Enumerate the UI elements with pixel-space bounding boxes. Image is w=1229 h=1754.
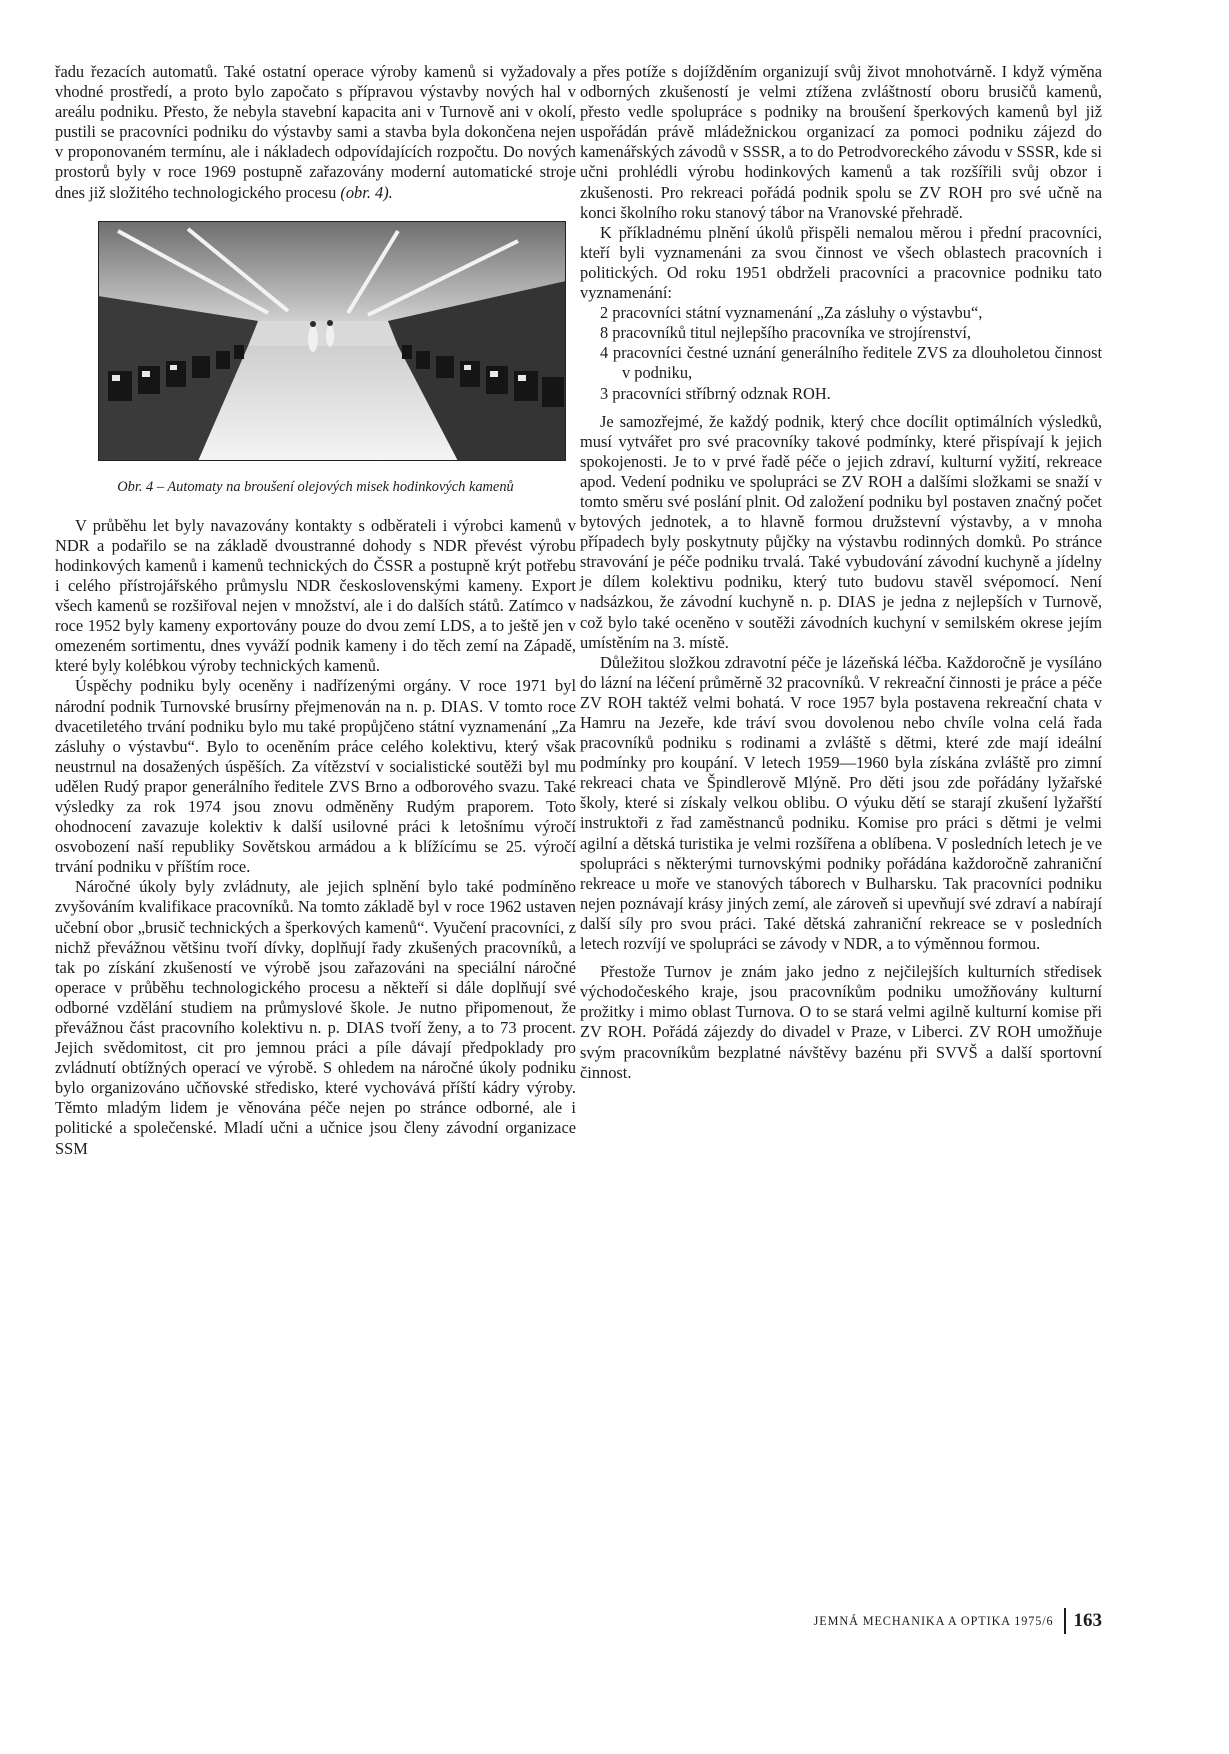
paragraph: Náročné úkoly byly zvládnuty, ale jejich splnění bylo také podmíněno zvyšováním kvalifikace pracovníků. Na tomto základě byl v roce 1962 ustaven učební obor „brusič technických a šperkových kamenů“. Vyučení pracovníci, z nichž převážnou většinu tvoří dívky, doplňují řady zkušených pracovníků, a tak po získání zkušeností ve výrobě jsou zařazováni na speciální náročné operace v průběhu technologického procesu a někteří si dále doplňují své odborné vzdělání studiem na průmyslové škole. Je nutno připomenout, že převážnou část pracovního kolektivu n. p. DIAS tvoří ženy, a to 73 procent. Jejich svědomitost, cit pro jemnou práci a píle dávají předpoklady pro zvládnutí obtížných operací ve výrobě. S ohledem na náročné úkoly podniku bylo organizováno učňovské středisko, které vychovává příští kádry výroby. Těmto mladým lidem je věnována péče nejen po stránce odborné, ale i politické a společenské. Mladí učni a učnice jsou členy závodní organizace SSM xyxy=(55,877,576,1158)
paragraph: řadu řezacích automatů. Také ostatní operace výroby kamenů si vyžadovaly vhodné prostředí, a proto bylo započato s přípravou výstavby nových hal v areálu podniku. Přesto, že nebyla stavební kapacita ani v Turnově ani v okolí, pustili se pracovníci podniku do výstavby sami a stavba byla dokončena nejen v proponovaném termínu, ale i nákladech odpovídajících rozpočtu. Do nových prostorů byly v roce 1969 postupně zařazovány moderní automatické stroje dnes již složitého technologického procesu (obr. 4). xyxy=(55,62,576,202)
paragraph: Je samozřejmé, že každý podnik, který chce docílit optimálních výsledků, musí vytvářet pro své pracovníky takové podmínky, které přispívají k jejich spokojenosti. Je to v prvé řadě péče o jejich zdraví, kulturní vyžití, rekreace apod. Vedení podniku ve spolupráci se ZV ROH a dalšími složkami se snaží v tomto směru své poslání plnit. Od založení podniku byl postaven značný počet bytových jednotek, a to hlavně formou družstevní výstavby, a v mnoha případech byly poskytnuty půjčky na výstavbu rodinných domků. Po stránce stravování je péče podniku trvalá. Také vybudování závodní kuchyně a jídelny je dílem kolektivu podniku, který tuto budovu stavěl svépomocí. Není nadsázkou, že závodní kuchyně n. p. DIAS je jedna z nejlepších v Turnově, což bylo také oceněno v soutěži závodních kuchyní v semilském okrese jejím umístěním na 3. místě. xyxy=(580,411,1102,652)
award-item: 4 pracovníci čestné uznání generálního ředitele ZVS za dlouholetou činnost v podniku, xyxy=(600,343,1102,383)
page-footer xyxy=(770,1608,1102,1634)
paragraph: K příkladnému plnění úkolů přispěli nemalou měrou i přední pracovníci, kteří byli vyznamenáni za svou činnost ve všech oblastech pracovních i politických. Od roku 1951 obdrželi pracovníci a pracovnice podniku tato vyznamenání: xyxy=(580,222,1102,303)
paragraph: V průběhu let byly navazovány kontakty s odběrateli i výrobci kamenů v NDR a podařilo se na základě dvoustranné dohody s NDR převést výrobu hodinkových kamenů i kamenů technických do ČSSR a postupně krýt potřebu i celého přístrojářského průmyslu NDR československými kameny. Export všech kamenů se rozšiřoval nejen v množství, ale i do dalších států. Zatímco v roce 1952 byly kameny exportovány pouze do dvou zemí LDS, a to ještě jen v omezeném sortimentu, dnes vyváží podnik kameny i do těch zemí na Západě, které byly kolébkou výroby technických kamenů. xyxy=(55,515,576,676)
journal-name: JEMNÁ MECHANIKA A OPTIKA 1975/6 xyxy=(813,1613,1054,1628)
award-list xyxy=(580,303,1102,403)
figure-reference: (obr. 4). xyxy=(340,182,393,202)
right-column xyxy=(580,62,1102,1083)
factory-hall-photo xyxy=(98,221,566,461)
paragraph: Přestože Turnov je znám jako jedno z nejčilejších kulturních středisek východočeského kraje, jsou pracovníkům podniku umožňovány kulturní prožitky i mimo oblast Turnova. O to se stará velmi agilně kulturní komise při ZV ROH. Pořádá zájezdy do divadel v Praze, v Liberci. ZV ROH umožňuje svým pracovníkům bezplatné návštěvy bazénu při SVVŠ a další sportovní činnost. xyxy=(580,962,1102,1082)
paragraph: Důležitou složkou zdravotní péče je lázeňská léčba. Každoročně je vysíláno do lázní na léčení průměrně 32 pracovníků. V rekreační činnosti je práce a péče ZV ROH taktéž velmi bohatá. V roce 1957 byla postavena rekreační chata v Hamru na Jezeře, kde tráví svou dovolenou nebo chvíle volna celá řada pracovníků podniku s rodinami a zvláště s dětmi, které zde mají ideální podmínky pro koupání. V letech 1959—1960 byla získána zvláště pro zimní rekreaci chata ve Špindlerově Mlýně. Pro děti jsou zde pořádány lyžařské školy, které si získaly velkou oblibu. O výuku dětí se starají zkušení lyžařští instruktoři z řad zaměstnanců podniku. Komise pro práci s dětmi je velmi agilní a dětská turistika je velmi rozšířena a oblíbena. V posledních letech je ve spolupráci s některými turnovskými podniky pořádána každoročně zahraniční rekreace u moře ve stanových táborech v Bulharsku. Tak pracovníci podniku nejen poznávají krásy jiných zemí, ale zároveň si upevňují své zdraví a nabírají další síly pro svou práci. Také dětská zahraniční rekreace se v posledních letech rozvíjí ve spolupráci se závody v NDR, a to výměnnou formou. xyxy=(580,652,1102,954)
left-column xyxy=(55,62,576,1159)
page-number: 163 xyxy=(1073,1610,1102,1631)
paragraph: Úspěchy podniku byly oceněny i nadřízenými orgány. V roce 1971 byl národní podnik Turnovské brusírny přejmenován na n. p. DIAS. V tomto roce dvacetiletého trvání podniku bylo mu také propůjčeno státní vyznamenání „Za zásluhy o výstavbu“. Bylo to oceněním práce celého kolektivu, který však neustrnul na dosažených úspěších. Za vítězství v socialistické soutěži byl mu udělen Rudý prapor generálního ředitele ZVS Brno a odborového svazu. Také výsledky za rok 1974 jsou znovu odměněny Rudým praporem. Toto ohodnocení zavazuje kolektiv k další usilovné práci k letošnímu výročí osvobození naší republiky Sovětskou armádou a k blížícímu se 25. výročí trvání podniku v příštím roce. xyxy=(55,676,576,877)
award-item: 8 pracovníků titul nejlepšího pracovníka ve strojírenství, xyxy=(600,323,971,343)
figure-caption: Obr. 4 – Automaty na broušení olejových misek hodinkových kamenů xyxy=(117,478,514,495)
award-item: 2 pracovníci státní vyznamenání „Za zásluhy o výstavbu“, xyxy=(600,303,983,323)
paragraph: a přes potíže s dojížděním organizují svůj život mnohotvárně. I když výměna odborných zkušeností je velmi ztížena zvláštností oboru brusičů kamenů, přesto vedle spolupráce s podniky na broušení šperkových kamenů byl již uspořádán právě mládežnickou organizací za pomoci podniku zájezd do kamenářských závodů v SSSR, a to do Petrodvoreckého závodu v SSSR, kde si učni prohlédli výrobu hodinkových kamenů a tak rozšířili svůj obzor i zkušenosti. Pro rekreaci pořádá podnik spolu se ZV ROH pro své učně na konci školního roku stanový tábor na Vranovské přehradě. xyxy=(580,62,1102,222)
award-item: 3 pracovníci stříbrný odznak ROH. xyxy=(600,383,831,403)
